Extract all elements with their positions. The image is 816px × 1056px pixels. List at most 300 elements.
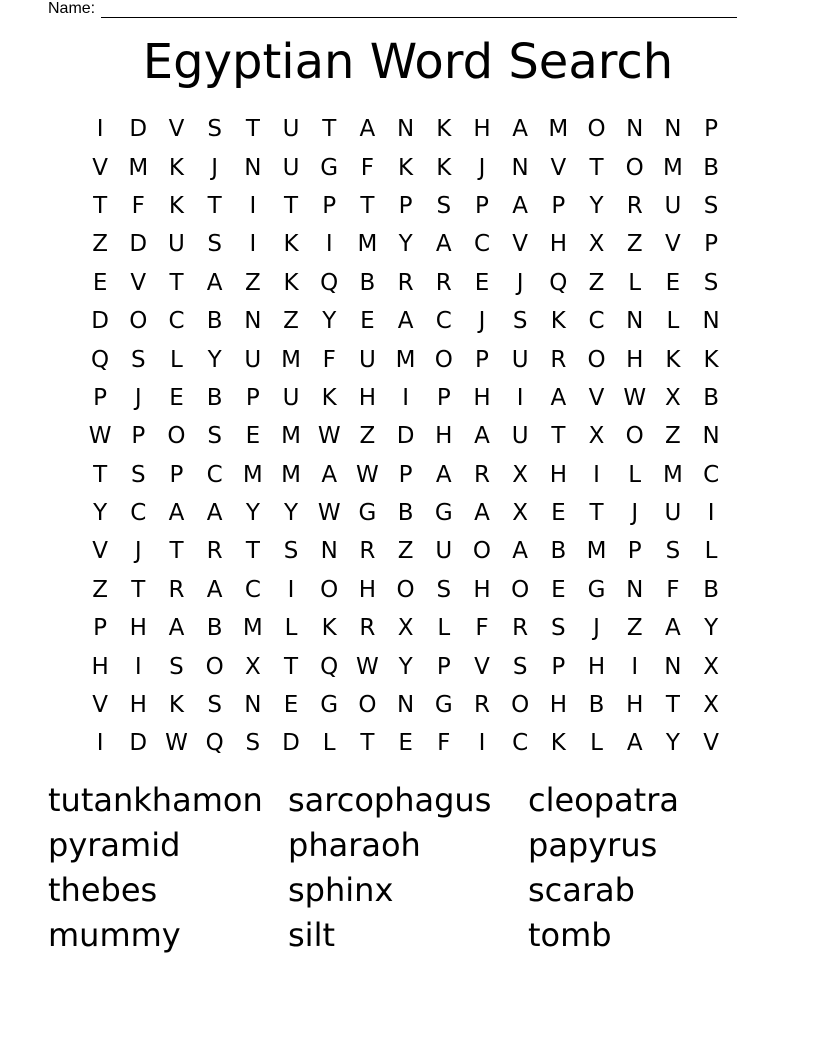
grid-letter: G [320, 692, 339, 719]
name-field [48, 0, 737, 18]
grid-letter: P [169, 461, 184, 488]
grid-letter: P [436, 653, 451, 680]
grid-letter: G [434, 692, 453, 719]
grid-letter: V [703, 730, 719, 757]
name-underline [101, 2, 737, 18]
grid-letter: A [474, 500, 490, 527]
grid-letter: H [91, 653, 109, 680]
grid-letter: A [168, 500, 185, 527]
grid-letter: Z [665, 423, 681, 450]
grid-letter: M [281, 423, 301, 450]
grid-letter: B [206, 384, 223, 411]
grid-letter: O [472, 538, 492, 565]
grid-letter: K [283, 231, 299, 258]
grid-letter: P [93, 615, 108, 642]
grid-letter: F [322, 346, 336, 373]
grid-letter: S [169, 653, 184, 680]
grid-letter: M [281, 461, 301, 488]
grid-letter: N [244, 154, 262, 181]
grid-letter: B [206, 308, 223, 335]
grid-letter: N [626, 116, 644, 143]
grid-letter: W [317, 500, 341, 527]
grid-letter: D [91, 308, 109, 335]
grid-letter: W [88, 423, 112, 450]
grid-letter: P [704, 231, 719, 258]
grid-letter: P [704, 116, 719, 143]
grid-letter: S [436, 192, 452, 219]
grid-letter: W [356, 653, 379, 680]
grid-letter: K [321, 615, 337, 642]
grid-letter: V [168, 116, 185, 143]
grid-letter: T [589, 154, 604, 181]
grid-letter: I [707, 500, 715, 527]
grid-letter: X [512, 461, 529, 488]
grid-letter: U [511, 423, 529, 450]
grid-letter: D [129, 116, 148, 143]
grid-letter: Y [322, 308, 337, 335]
grid-letter: X [665, 384, 681, 411]
grid-letter: O [320, 576, 339, 603]
grid-letter: K [168, 154, 185, 181]
grid-letter: A [397, 308, 414, 335]
grid-letter: N [702, 308, 720, 335]
word-list-item: papyrus [528, 826, 658, 864]
grid-letter: Z [283, 308, 299, 335]
grid-letter: H [358, 576, 377, 603]
grid-letter: A [474, 423, 490, 450]
grid-letter: A [626, 730, 643, 757]
grid-letter: X [588, 231, 605, 258]
grid-letter: K [550, 308, 566, 335]
grid-letter: A [435, 461, 452, 488]
grid-letter: P [551, 653, 566, 680]
grid-letter: C [206, 461, 223, 488]
grid-letter: H [587, 653, 606, 680]
grid-letter: I [478, 730, 486, 757]
grid-letter: P [627, 538, 642, 565]
grid-letter: Z [244, 269, 261, 296]
grid-letter: A [321, 461, 338, 488]
grid-letter: Q [320, 269, 339, 296]
grid-letter: O [587, 346, 606, 373]
grid-letter: T [93, 461, 108, 488]
grid-letter: H [549, 692, 567, 719]
grid-letter: V [588, 384, 605, 411]
grid-letter: H [549, 231, 567, 258]
grid-letter: S [207, 116, 222, 143]
grid-letter: Y [245, 500, 260, 527]
word-list-item: cleopatra [528, 781, 679, 819]
grid-letter: K [550, 730, 566, 757]
grid-letter: G [320, 154, 339, 181]
grid-letter: J [478, 154, 486, 181]
grid-letter: Q [205, 730, 224, 757]
grid-letter: Y [398, 653, 413, 680]
grid-letter: H [473, 384, 491, 411]
grid-letter: H [473, 116, 491, 143]
grid-letter: E [551, 576, 566, 603]
grid-letter: M [662, 461, 683, 488]
grid-letter: X [397, 615, 414, 642]
grid-letter: B [588, 692, 605, 719]
grid-letter: R [626, 192, 643, 219]
grid-letter: T [589, 500, 604, 527]
grid-letter: C [703, 461, 720, 488]
grid-letter: B [550, 538, 567, 565]
grid-letter: O [129, 308, 148, 335]
grid-letter: K [168, 192, 185, 219]
grid-letter: E [474, 269, 490, 296]
grid-letter: N [396, 692, 415, 719]
grid-letter: L [628, 269, 642, 296]
grid-letter: K [321, 384, 337, 411]
grid-letter: L [590, 730, 603, 757]
grid-letter: T [245, 116, 260, 143]
grid-letter: L [704, 538, 718, 565]
grid-letter: L [284, 615, 298, 642]
grid-letter: C [512, 730, 529, 757]
grid-letter: H [435, 423, 453, 450]
grid-letter: T [207, 192, 222, 219]
grid-letter: P [398, 192, 413, 219]
grid-letter: N [626, 576, 644, 603]
grid-letter: B [703, 154, 719, 181]
name-label: Name: [48, 0, 96, 17]
grid-letter: O [396, 576, 415, 603]
grid-letter: I [325, 231, 333, 258]
grid-letter: V [92, 692, 108, 719]
grid-letter: Y [398, 231, 413, 258]
grid-letter: N [511, 154, 529, 181]
grid-letter: H [129, 692, 147, 719]
grid-letter: W [317, 423, 341, 450]
word-list-item: silt [288, 916, 335, 954]
grid-letter: O [511, 576, 530, 603]
word-list-item: sphinx [288, 871, 394, 909]
grid-letter: Q [549, 269, 568, 296]
grid-letter: U [664, 192, 682, 219]
grid-letter: M [128, 154, 149, 181]
grid-letter: I [287, 576, 295, 603]
grid-letter: D [396, 423, 415, 450]
grid-letter: Z [397, 538, 414, 565]
word-list-item: pyramid [48, 826, 181, 864]
grid-letter: S [130, 346, 146, 373]
grid-letter: T [551, 423, 566, 450]
grid-letter: J [593, 615, 600, 642]
grid-letter: I [402, 384, 409, 411]
grid-letter: U [282, 154, 300, 181]
grid-letter: T [93, 192, 108, 219]
grid-letter: E [169, 384, 184, 411]
grid-letter: N [320, 538, 338, 565]
grid-letter: M [395, 346, 416, 373]
grid-letter: B [703, 576, 719, 603]
grid-letter: K [436, 154, 452, 181]
grid-letter: E [551, 500, 566, 527]
grid-letter: I [134, 653, 142, 680]
grid-letter: U [168, 231, 185, 258]
grid-letter: P [93, 384, 108, 411]
grid-letter: M [662, 154, 683, 181]
grid-letter: O [167, 423, 186, 450]
grid-letter: D [129, 231, 148, 258]
grid-letter: X [703, 692, 719, 719]
grid-letter: G [587, 576, 606, 603]
grid-letter: F [131, 192, 145, 219]
grid-letter: A [206, 269, 223, 296]
grid-letter: W [356, 461, 379, 488]
grid-letter: S [245, 730, 261, 757]
grid-letter: S [703, 269, 719, 296]
grid-letter: J [478, 308, 486, 335]
grid-letter: H [626, 692, 644, 719]
grid-letter: N [626, 308, 644, 335]
grid-letter: T [665, 692, 680, 719]
grid-letter: M [242, 615, 263, 642]
grid-letter: Z [626, 231, 643, 258]
grid-letter: G [434, 500, 453, 527]
grid-letter: S [207, 231, 222, 258]
grid-letter: R [206, 538, 223, 565]
grid-letter: T [360, 730, 375, 757]
grid-letter: Y [207, 346, 222, 373]
grid-letter: U [358, 346, 376, 373]
grid-letter: U [282, 116, 300, 143]
grid-letter: T [245, 538, 260, 565]
grid-letter: Y [93, 500, 108, 527]
grid-letter: U [282, 384, 300, 411]
grid-letter: Z [626, 615, 643, 642]
grid-letter: K [436, 116, 452, 143]
grid-letter: I [249, 231, 257, 258]
grid-letter: H [626, 346, 644, 373]
grid-letter: R [473, 692, 490, 719]
grid-letter: Z [92, 231, 108, 258]
grid-letter: C [244, 576, 261, 603]
grid-letter: A [550, 384, 567, 411]
grid-letter: V [512, 231, 529, 258]
grid-letter: V [130, 269, 147, 296]
grid-letter: R [359, 538, 376, 565]
grid-letter: E [360, 308, 375, 335]
grid-letter: K [665, 346, 681, 373]
grid-letter: M [242, 461, 263, 488]
grid-letter: P [475, 346, 489, 373]
grid-letter: S [512, 653, 528, 680]
grid-letter: S [703, 192, 719, 219]
grid-letter: R [168, 576, 185, 603]
grid-letter: A [359, 116, 376, 143]
grid-letter: M [357, 231, 378, 258]
grid-letter: R [435, 269, 452, 296]
grid-letter: P [322, 192, 337, 219]
grid-letter: P [131, 423, 146, 450]
grid-letter: A [206, 576, 223, 603]
grid-letter: I [631, 653, 639, 680]
grid-letter: T [360, 192, 375, 219]
grid-letter: S [130, 461, 146, 488]
grid-letter: M [548, 116, 569, 143]
grid-letter: J [631, 500, 639, 527]
grid-letter: A [512, 192, 529, 219]
grid-letter: F [475, 615, 489, 642]
grid-letter: Z [359, 423, 376, 450]
page-title: Egyptian Word Search [142, 34, 674, 90]
grid-letter: S [436, 576, 452, 603]
grid-letter: P [551, 192, 566, 219]
grid-letter: J [516, 269, 524, 296]
grid-letter: O [511, 692, 530, 719]
word-list-item: scarab [528, 871, 635, 909]
grid-letter: U [511, 346, 529, 373]
grid-letter: W [165, 730, 188, 757]
word-list-item: tomb [528, 916, 612, 954]
grid-letter: V [550, 154, 567, 181]
grid-letter: D [282, 730, 300, 757]
grid-letter: I [516, 384, 524, 411]
grid-letter: O [358, 692, 377, 719]
grid-letter: W [623, 384, 647, 411]
grid-letter: R [512, 615, 529, 642]
word-list [48, 778, 768, 958]
grid-letter: F [666, 576, 680, 603]
grid-letter: M [281, 346, 301, 373]
grid-letter: I [96, 730, 104, 757]
grid-letter: O [625, 423, 644, 450]
grid-letter: R [359, 615, 376, 642]
grid-letter: E [92, 269, 108, 296]
grid-letter: U [435, 538, 453, 565]
grid-letter: H [549, 461, 567, 488]
grid-letter: Y [589, 192, 604, 219]
grid-letter: X [512, 500, 529, 527]
grid-letter: H [358, 384, 377, 411]
grid-letter: K [398, 154, 414, 181]
grid-letter: C [473, 231, 490, 258]
letter-grid [81, 110, 730, 763]
grid-letter: N [664, 653, 682, 680]
grid-letter: A [435, 231, 452, 258]
grid-letter: L [322, 730, 336, 757]
grid-letter: E [245, 423, 261, 450]
grid-letter: P [475, 192, 489, 219]
grid-letter: B [397, 500, 414, 527]
grid-letter: D [129, 730, 148, 757]
grid-letter: N [244, 308, 262, 335]
grid-letter: N [396, 116, 415, 143]
grid-letter: T [169, 538, 184, 565]
word-list-item: thebes [48, 871, 158, 909]
grid-letter: Q [91, 346, 110, 373]
grid-letter: C [435, 308, 452, 335]
grid-letter: Y [665, 730, 680, 757]
word-list-item: tutankhamon [48, 781, 263, 819]
grid-letter: R [397, 269, 414, 296]
grid-letter: J [211, 154, 219, 181]
grid-letter: U [664, 500, 682, 527]
grid-letter: V [92, 538, 108, 565]
grid-letter: C [168, 308, 185, 335]
grid-letter: P [436, 384, 451, 411]
grid-letter: I [249, 192, 257, 219]
grid-letter: E [398, 730, 413, 757]
grid-letter: Q [320, 653, 339, 680]
grid-letter: T [169, 269, 184, 296]
grid-letter: O [625, 154, 644, 181]
grid-letter: T [322, 116, 337, 143]
grid-letter: C [588, 308, 605, 335]
grid-letter: A [512, 116, 529, 143]
grid-letter: P [398, 461, 413, 488]
grid-letter: Z [92, 576, 108, 603]
grid-letter: S [551, 615, 566, 642]
grid-letter: R [550, 346, 567, 373]
grid-letter: A [665, 615, 681, 642]
grid-letter: X [244, 653, 261, 680]
grid-letter: B [206, 615, 223, 642]
grid-letter: Y [284, 500, 299, 527]
grid-letter: C [130, 500, 147, 527]
grid-letter: A [168, 615, 185, 642]
grid-letter: V [474, 653, 490, 680]
grid-letter: K [168, 692, 185, 719]
grid-letter: L [628, 461, 642, 488]
grid-letter: B [359, 269, 376, 296]
word-list-item: pharaoh [288, 826, 421, 864]
grid-letter: H [473, 576, 491, 603]
grid-letter: G [358, 500, 377, 527]
grid-letter: F [437, 730, 451, 757]
grid-letter: O [205, 653, 224, 680]
grid-letter: O [587, 116, 606, 143]
grid-letter: A [512, 538, 529, 565]
grid-letter: B [703, 384, 719, 411]
grid-letter: K [703, 346, 719, 373]
grid-letter: M [586, 538, 607, 565]
word-list-item: mummy [48, 916, 181, 954]
grid-letter: Z [588, 269, 605, 296]
grid-letter: I [96, 116, 104, 143]
grid-letter: O [434, 346, 453, 373]
grid-letter: N [664, 116, 682, 143]
grid-letter: S [207, 423, 222, 450]
grid-letter: F [360, 154, 375, 181]
word-list-item: sarcophagus [288, 781, 492, 819]
grid-letter: J [134, 384, 142, 411]
grid-letter: S [665, 538, 681, 565]
grid-letter: H [129, 615, 147, 642]
grid-letter: X [588, 423, 605, 450]
grid-letter: S [207, 692, 222, 719]
grid-letter: E [665, 269, 681, 296]
grid-letter: N [244, 692, 262, 719]
grid-letter: I [593, 461, 600, 488]
grid-letter: S [283, 538, 299, 565]
grid-letter: A [206, 500, 223, 527]
grid-letter: X [703, 653, 719, 680]
grid-letter: J [134, 538, 142, 565]
grid-letter: V [665, 231, 681, 258]
grid-letter: V [92, 154, 108, 181]
grid-letter: Y [704, 615, 719, 642]
grid-letter: T [131, 576, 146, 603]
grid-letter: T [284, 192, 299, 219]
grid-letter: U [244, 346, 262, 373]
grid-letter: L [437, 615, 451, 642]
grid-letter: L [170, 346, 183, 373]
grid-letter: S [512, 308, 528, 335]
